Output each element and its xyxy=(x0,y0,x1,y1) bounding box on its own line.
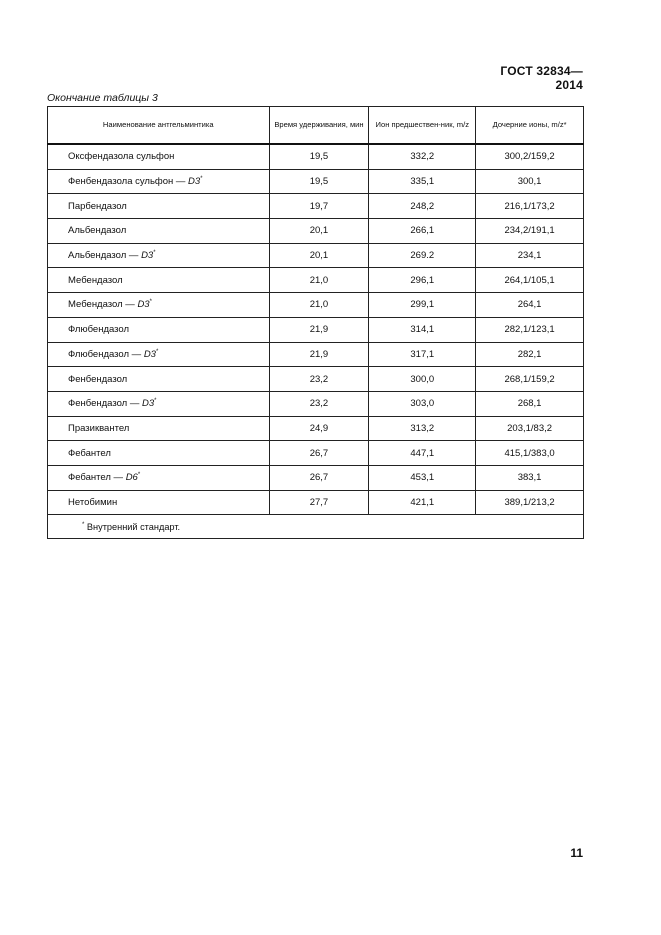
compound-name: Парбендазол xyxy=(68,200,127,212)
cell-precursor-ion: 314,1 xyxy=(369,317,476,342)
isotope-label: D3 xyxy=(188,176,201,188)
cell-precursor-ion: 303,0 xyxy=(369,391,476,416)
cell-precursor-ion: 300,0 xyxy=(369,367,476,392)
cell-name xyxy=(48,268,270,293)
cell-daughter-ions: 234,1 xyxy=(476,243,584,268)
cell-daughter-ions: 415,1/383,0 xyxy=(476,441,584,466)
standard-designation: ГОСТ 32834—2014 xyxy=(500,64,583,92)
table-row xyxy=(48,293,584,318)
cell-daughter-ions: 300,2/159,2 xyxy=(476,144,584,169)
table-caption: Окончание таблицы 3 xyxy=(47,92,158,104)
cell-name xyxy=(48,293,270,318)
cell-retention-time: 24,9 xyxy=(269,416,369,441)
cell-name xyxy=(48,169,270,194)
table-row xyxy=(48,465,584,490)
table-row xyxy=(48,317,584,342)
cell-retention-time: 20,1 xyxy=(269,243,369,268)
cell-name xyxy=(48,194,270,219)
table-row xyxy=(48,441,584,466)
cell-retention-time: 19,7 xyxy=(269,194,369,219)
cell-retention-time: 23,2 xyxy=(269,391,369,416)
table-row xyxy=(48,342,584,367)
internal-standard-mark: * xyxy=(200,175,203,182)
compound-name: Флюбендазол — xyxy=(68,348,144,360)
compound-name: Празиквантел xyxy=(68,422,130,434)
cell-name xyxy=(48,243,270,268)
cell-daughter-ions: 234,2/191,1 xyxy=(476,219,584,244)
table-row xyxy=(48,169,584,194)
cell-precursor-ion: 332,2 xyxy=(369,144,476,169)
cell-daughter-ions: 389,1/213,2 xyxy=(476,490,584,515)
cell-retention-time: 26,7 xyxy=(269,441,369,466)
cell-daughter-ions: 282,1 xyxy=(476,342,584,367)
cell-daughter-ions: 300,1 xyxy=(476,169,584,194)
compound-name: Фенбендазол — xyxy=(68,398,142,410)
compound-name: Фебантел — xyxy=(68,472,126,484)
compound-name: Фенбендазола сульфон — xyxy=(68,176,189,188)
cell-precursor-ion: 299,1 xyxy=(369,293,476,318)
cell-precursor-ion: 266,1 xyxy=(369,219,476,244)
cell-precursor-ion: 447,1 xyxy=(369,441,476,466)
compound-name: Фебантел xyxy=(68,447,111,459)
table-row xyxy=(48,367,584,392)
cell-precursor-ion: 248,2 xyxy=(369,194,476,219)
cell-retention-time: 19,5 xyxy=(269,144,369,169)
compound-name: Флюбендазол xyxy=(68,324,130,336)
compound-name: Нетобимин xyxy=(68,496,118,508)
cell-daughter-ions: 216,1/173,2 xyxy=(476,194,584,219)
compound-name: Альбендазол — xyxy=(68,250,142,262)
table-row xyxy=(48,144,584,169)
internal-standard-mark: * xyxy=(137,472,141,479)
cell-name xyxy=(48,317,270,342)
cell-name xyxy=(48,441,270,466)
cell-retention-time: 20,1 xyxy=(269,219,369,244)
footnote-row xyxy=(48,515,584,539)
cell-name xyxy=(48,416,270,441)
cell-retention-time: 21,9 xyxy=(269,317,369,342)
cell-daughter-ions: 268,1 xyxy=(476,391,584,416)
cell-precursor-ion: 335,1 xyxy=(369,169,476,194)
cell-precursor-ion: 296,1 xyxy=(369,268,476,293)
internal-standard-mark: * xyxy=(154,398,157,405)
cell-precursor-ion: 313,2 xyxy=(369,416,476,441)
cell-retention-time: 21,0 xyxy=(269,268,369,293)
table-row xyxy=(48,490,584,515)
cell-daughter-ions: 383,1 xyxy=(476,465,584,490)
isotope-label: D3 xyxy=(143,348,156,360)
cell-name xyxy=(48,367,270,392)
cell-name xyxy=(48,219,270,244)
compound-name: Мебендазол — xyxy=(68,299,138,311)
column-header-daughter-ions: Дочерние ионы, m/z* xyxy=(476,107,584,145)
cell-precursor-ion: 421,1 xyxy=(369,490,476,515)
cell-precursor-ion: 317,1 xyxy=(369,342,476,367)
isotope-label: D3 xyxy=(141,250,154,262)
table-row xyxy=(48,243,584,268)
table-body xyxy=(48,144,584,515)
table-row xyxy=(48,219,584,244)
column-header-precursor-ion: Ион предшествен-ник, m/z xyxy=(369,107,476,145)
page-number: 11 xyxy=(570,846,583,860)
table-row xyxy=(48,268,584,293)
footnote-mark: * xyxy=(82,521,85,528)
table-row xyxy=(48,194,584,219)
cell-name xyxy=(48,342,270,367)
table-row xyxy=(48,391,584,416)
footnote-text: Внутренний стандарт. xyxy=(84,521,181,532)
compound-name: Альбендазол xyxy=(68,225,127,237)
table-row xyxy=(48,416,584,441)
cell-retention-time: 27,7 xyxy=(269,490,369,515)
cell-retention-time: 21,0 xyxy=(269,293,369,318)
cell-precursor-ion: 269.2 xyxy=(369,243,476,268)
cell-retention-time: 23,2 xyxy=(269,367,369,392)
cell-retention-time: 26,7 xyxy=(269,465,369,490)
column-header-name: Наименование антгельминтика xyxy=(48,107,270,145)
footnote xyxy=(48,515,584,539)
isotope-label: D3 xyxy=(137,299,150,311)
isotope-label: D6 xyxy=(125,472,138,484)
column-header-retention-time: Время удерживания, мин xyxy=(269,107,369,145)
compound-name: Фенбендазол xyxy=(68,373,128,385)
isotope-label: D3 xyxy=(141,398,155,410)
cell-daughter-ions: 264,1 xyxy=(476,293,584,318)
cell-name xyxy=(48,144,270,169)
table-header-row xyxy=(48,107,584,145)
cell-daughter-ions: 264,1/105,1 xyxy=(476,268,584,293)
cell-daughter-ions: 268,1/159,2 xyxy=(476,367,584,392)
cell-name xyxy=(48,465,270,490)
internal-standard-mark: * xyxy=(149,299,152,306)
internal-standard-mark: * xyxy=(153,249,156,256)
cell-retention-time: 21,9 xyxy=(269,342,369,367)
compound-name: Оксфендазола сульфон xyxy=(68,151,175,163)
cell-precursor-ion: 453,1 xyxy=(369,465,476,490)
cell-name xyxy=(48,391,270,416)
cell-daughter-ions: 282,1/123,1 xyxy=(476,317,584,342)
internal-standard-mark: * xyxy=(155,348,159,355)
cell-retention-time: 19,5 xyxy=(269,169,369,194)
compound-name: Мебендазол xyxy=(68,274,123,286)
cell-daughter-ions: 203,1/83,2 xyxy=(476,416,584,441)
cell-name xyxy=(48,490,270,515)
data-table xyxy=(47,106,584,539)
